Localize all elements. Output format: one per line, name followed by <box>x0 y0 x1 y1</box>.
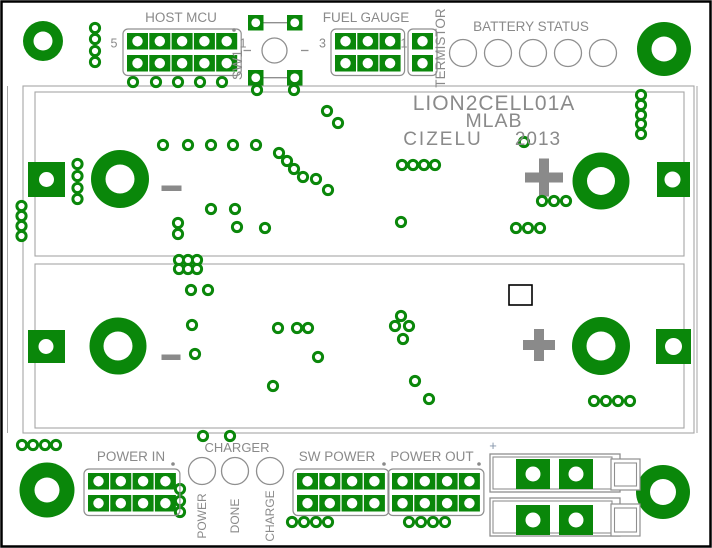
sw1-label: SW1 <box>229 49 245 81</box>
power-in-pin-hole <box>93 476 103 486</box>
host-mcu-pin-number-right: 1 <box>239 36 247 51</box>
via <box>396 311 405 320</box>
via <box>323 185 332 194</box>
via <box>232 222 241 231</box>
power-out-pin-hole <box>442 498 452 508</box>
via <box>73 194 82 203</box>
via <box>398 334 407 343</box>
via <box>90 57 99 66</box>
power-in-pin-hole <box>160 476 170 486</box>
via <box>230 204 239 213</box>
via <box>292 323 301 332</box>
sw1-pad-hole <box>251 73 260 82</box>
via <box>186 285 195 294</box>
power-in-pin-hole <box>93 498 103 508</box>
via <box>158 140 167 149</box>
mounting-hole-bore <box>35 478 60 503</box>
charger-led-outline <box>189 458 216 485</box>
cell1-left-terminal-hole <box>39 172 54 187</box>
power-out-pin-hole <box>397 498 407 508</box>
sw-power-pin-hole <box>369 498 379 508</box>
via <box>17 221 26 230</box>
power-out-pin-hole <box>442 476 452 486</box>
fuel-gauge-pin-hole <box>363 58 373 68</box>
cell1-positive-terminal-bore <box>587 167 615 195</box>
via <box>523 223 532 232</box>
via <box>333 118 342 127</box>
sw1-pad-hole <box>290 73 299 82</box>
termistor-pin-hole <box>417 36 427 46</box>
fuel-gauge-pin-hole <box>340 58 350 68</box>
terminal-block-row1-outline <box>490 454 620 492</box>
host-mcu-label: HOST MCU <box>145 10 217 25</box>
via <box>17 440 26 449</box>
via <box>73 171 82 180</box>
sw-power-pin-hole <box>325 498 335 508</box>
host-mcu-pin-hole <box>177 58 187 68</box>
power-in-pin-hole <box>138 498 148 508</box>
via <box>613 396 622 405</box>
via <box>303 323 312 332</box>
via <box>589 396 598 405</box>
via <box>206 204 215 213</box>
power-in-pin-hole <box>116 476 126 486</box>
via <box>410 376 419 385</box>
via <box>636 90 645 99</box>
via <box>217 77 226 86</box>
via <box>289 85 298 94</box>
cell2-positive-terminal-bore <box>587 332 616 361</box>
mounting-hole-bore <box>652 37 677 62</box>
cell2-right-terminal-hole <box>665 338 682 355</box>
via <box>17 201 26 210</box>
sw-power-pin-hole <box>302 476 312 486</box>
termistor-label: TERMISTOR <box>433 8 448 88</box>
cell2-battery-plus-symbol <box>534 329 544 361</box>
terminal-block-row2-pad-hole <box>569 513 584 528</box>
via <box>173 218 182 227</box>
via <box>252 85 261 94</box>
via <box>190 349 199 358</box>
board-author: CIZELU <box>403 129 483 150</box>
via <box>251 140 260 149</box>
via <box>195 77 204 86</box>
host-mcu-pin-number-left: 5 <box>110 36 118 51</box>
power-out-pin-hole <box>464 498 474 508</box>
via <box>311 517 320 526</box>
sw-power-pin-hole <box>302 498 312 508</box>
via <box>192 264 201 273</box>
via <box>636 129 645 138</box>
via <box>274 148 283 157</box>
via <box>206 140 215 149</box>
host-mcu-pin1-dot <box>232 28 236 32</box>
charger-led-label: POWER <box>195 493 209 539</box>
battery-status-led-outline <box>450 40 477 67</box>
power-out-label: POWER OUT <box>390 449 474 464</box>
power-out-pin-hole <box>397 476 407 486</box>
sw1-button-outline <box>262 38 287 63</box>
via <box>183 140 192 149</box>
sw-power-pin-hole <box>325 476 335 486</box>
power-out-pin-hole <box>420 476 430 486</box>
via <box>511 223 520 232</box>
host-mcu-pin-hole <box>222 36 232 46</box>
via <box>17 211 26 220</box>
host-mcu-pin-hole <box>199 36 209 46</box>
cell2-negative-terminal-bore <box>104 332 133 361</box>
battery-status-led-outline <box>590 40 617 67</box>
sw1-pad-hole <box>251 18 260 27</box>
via <box>289 164 298 173</box>
via <box>287 517 296 526</box>
sw-power-pin-hole <box>347 476 357 486</box>
via <box>428 517 437 526</box>
via <box>537 196 546 205</box>
via <box>273 323 282 332</box>
via <box>408 160 417 169</box>
charger-label: CHARGER <box>204 440 270 455</box>
via <box>90 46 99 55</box>
terminal-block-row1-clamp-outline <box>611 459 640 490</box>
via <box>561 196 570 205</box>
via <box>397 160 406 169</box>
charger-led-outline <box>222 458 249 485</box>
connector-plus-label: + <box>489 438 497 453</box>
via <box>17 231 26 240</box>
via <box>430 160 439 169</box>
sw-power-pin1-dot <box>382 462 386 466</box>
battery-status-led-outline <box>520 40 547 67</box>
square-marker <box>509 285 532 305</box>
via <box>90 34 99 43</box>
host-mcu-pin-hole <box>199 58 209 68</box>
sw-power-pin-hole <box>347 498 357 508</box>
termistor-pin-hole <box>417 58 427 68</box>
via <box>268 381 277 390</box>
via <box>28 440 37 449</box>
via <box>549 196 558 205</box>
board-subtitle: MLAB <box>465 110 523 132</box>
via <box>404 321 413 330</box>
terminal-block-row2-clamp-outline <box>611 504 640 536</box>
power-in-pin-hole <box>160 498 170 508</box>
via <box>535 223 544 232</box>
terminal-block-row2-pad-hole <box>526 513 541 528</box>
charger-led-label: DONE <box>228 498 242 534</box>
via <box>260 223 269 232</box>
via <box>299 517 308 526</box>
via <box>51 440 60 449</box>
charger-led-outline <box>257 458 284 485</box>
power-in-label: POWER IN <box>96 449 166 464</box>
via <box>390 321 399 330</box>
via <box>128 77 137 86</box>
host-mcu-pin-hole <box>155 58 165 68</box>
via <box>636 119 645 128</box>
battery-status-label: BATTERY STATUS <box>473 19 589 34</box>
host-mcu-pin-hole <box>177 36 187 46</box>
charger-led-label: CHARGE <box>263 490 277 542</box>
power-in-pin-hole <box>138 476 148 486</box>
via <box>396 217 405 226</box>
terminal-block-row1-pad-hole <box>526 467 541 482</box>
host-mcu-pin-hole <box>132 58 142 68</box>
via <box>636 100 645 109</box>
board-year: 2013 <box>514 129 562 150</box>
host-mcu-pin-hole <box>132 36 142 46</box>
via <box>323 517 332 526</box>
via <box>322 106 331 115</box>
via <box>73 183 82 192</box>
power-in-pin1-dot <box>171 462 175 466</box>
fuel-gauge-label: FUEL GAUGE <box>322 10 410 25</box>
sw1-pad-hole <box>290 18 299 27</box>
sw-power-label: SW POWER <box>298 449 376 464</box>
host-mcu-pin-hole <box>155 36 165 46</box>
via <box>151 77 160 86</box>
via <box>203 285 212 294</box>
fuel-gauge-pin-number-right: 1 <box>400 36 408 51</box>
via <box>313 352 322 361</box>
via <box>187 320 196 329</box>
via <box>625 396 634 405</box>
power-in-pin-hole <box>116 498 126 508</box>
via <box>419 160 428 169</box>
via <box>440 517 449 526</box>
fuel-gauge-pin-hole <box>385 36 395 46</box>
mounting-hole-bore <box>34 32 53 51</box>
via <box>298 172 307 181</box>
via <box>73 159 82 168</box>
power-out-pin1-dot <box>477 462 481 466</box>
terminal-block-row1-pad-hole <box>569 467 584 482</box>
via <box>416 517 425 526</box>
cell1-battery-minus-symbol <box>162 186 182 192</box>
cell1-right-terminal-hole <box>665 172 681 188</box>
fuel-gauge-pin-hole <box>385 58 395 68</box>
cell2-left-terminal-hole <box>39 339 54 354</box>
mounting-hole-bore <box>650 479 676 505</box>
via <box>311 174 320 183</box>
via <box>424 394 433 403</box>
via <box>90 23 99 32</box>
power-out-pin-hole <box>420 498 430 508</box>
board-title: LION2CELL01A <box>412 92 576 115</box>
via <box>173 229 182 238</box>
fuel-gauge-pin-hole <box>340 36 350 46</box>
power-out-pin-hole <box>464 476 474 486</box>
battery-status-led-outline <box>485 40 512 67</box>
battery-status-led-outline <box>555 40 582 67</box>
cell2-battery-minus-symbol <box>162 355 181 361</box>
via <box>40 440 49 449</box>
terminal-block-row2-outline <box>490 498 620 536</box>
via <box>601 396 610 405</box>
via <box>228 140 237 149</box>
fuel-gauge-pin-number-left: 3 <box>319 36 326 51</box>
via <box>404 517 413 526</box>
via <box>173 77 182 86</box>
cell1-negative-terminal-bore <box>106 165 135 194</box>
sw-power-pin-hole <box>369 476 379 486</box>
cell1-battery-plus-symbol <box>539 159 549 197</box>
fuel-gauge-pin-hole <box>363 36 373 46</box>
